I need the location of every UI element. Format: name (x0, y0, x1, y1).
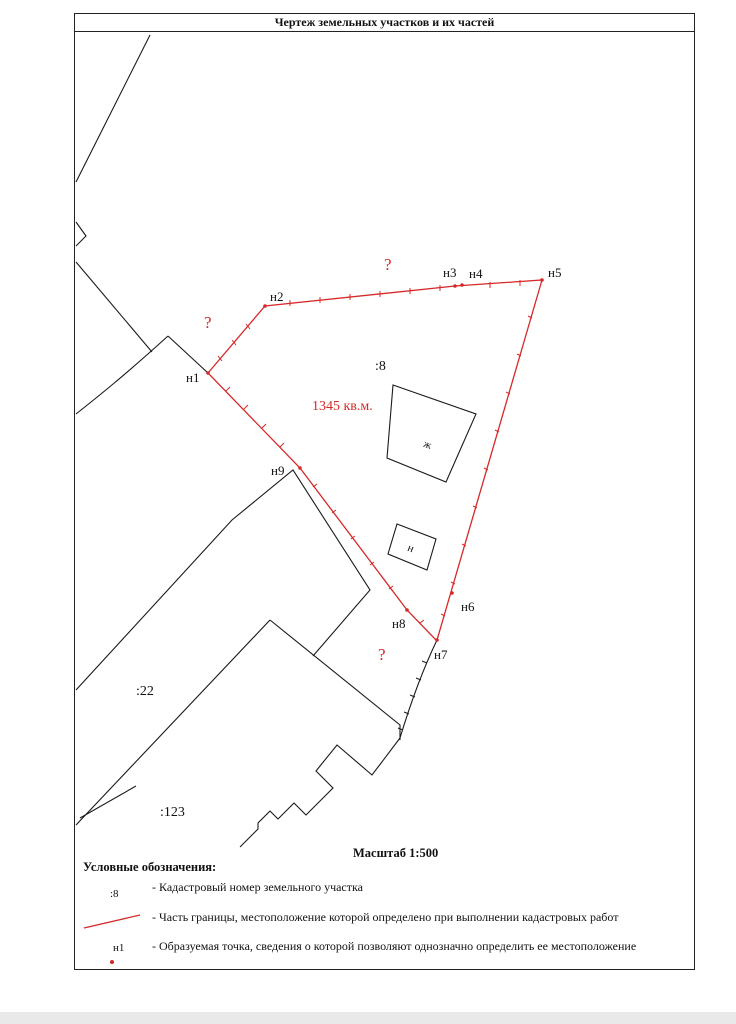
point-marker-n2 (263, 304, 267, 308)
neighbor-boundary-line (76, 222, 86, 246)
point-marker-n9 (298, 466, 302, 470)
legend-boundary-text: - Часть границы, местоположение которой определено при выполнении кадастровых работ (152, 910, 619, 924)
legend-point-text: - Образуемая точка, сведения о которой позволяют однозначно определить ее местоположение (152, 939, 637, 953)
legend-boundary-sample (84, 915, 140, 928)
point-label-n1: н1 (186, 370, 200, 385)
neighbor-boundary-line (76, 620, 270, 825)
point-marker-n7 (435, 638, 439, 642)
point-label-n4: н4 (469, 266, 483, 281)
neighbor-boundary-line (400, 640, 437, 738)
building-label-outbuilding: н (405, 541, 416, 556)
legend-point-symbol: н1 (113, 942, 125, 954)
point-marker-n8 (405, 608, 409, 612)
building-house (387, 385, 476, 482)
neighbor-boundary-line (240, 738, 400, 847)
point-marker-n3 (453, 284, 457, 288)
unknown-mark: ? (378, 645, 386, 664)
point-marker-n1 (206, 371, 210, 375)
neighbor-boundary-line (76, 336, 168, 414)
point-label-n7: н7 (434, 647, 448, 662)
neighbor-boundary-line (76, 35, 150, 182)
point-marker-n4 (460, 283, 464, 287)
legend-point-sample (110, 960, 114, 964)
neighbor-boundary-line (270, 620, 400, 740)
point-marker-n5 (540, 278, 544, 282)
neighbor-boundary-line (76, 262, 152, 352)
point-label-n6: н6 (461, 599, 475, 614)
parcel-label-bottom: :123 (160, 805, 185, 820)
point-label-n9: н9 (271, 463, 285, 478)
building-label-house: ж (421, 437, 434, 452)
unknown-mark: ? (384, 255, 392, 274)
parcel-label-main: :8 (375, 359, 386, 374)
unknown-mark: ? (204, 313, 212, 332)
point-label-n8: н8 (392, 616, 406, 631)
point-label-n2: н2 (270, 289, 284, 304)
scale-label: Масштаб 1:500 (353, 846, 439, 860)
point-markers (206, 278, 544, 642)
point-marker-n6 (450, 591, 454, 595)
page-background (0, 1012, 736, 1024)
legend-cadastral-text: - Кадастровый номер земельного участка (152, 880, 363, 894)
parcel-label-left: :22 (136, 684, 154, 699)
legend-cadastral-symbol: :8 (110, 888, 119, 900)
legend-title: Условные обозначения: (83, 860, 217, 874)
parcel-8-boundary (208, 280, 542, 640)
point-label-n3: н3 (443, 265, 457, 280)
boundary-ticks (218, 280, 532, 623)
drawing-title: Чертеж земельных участков и их частей (75, 14, 694, 32)
area-label: 1345 кв.м. (312, 399, 373, 414)
neighbor-boundary-line (168, 336, 208, 373)
point-label-n5: н5 (548, 265, 562, 280)
